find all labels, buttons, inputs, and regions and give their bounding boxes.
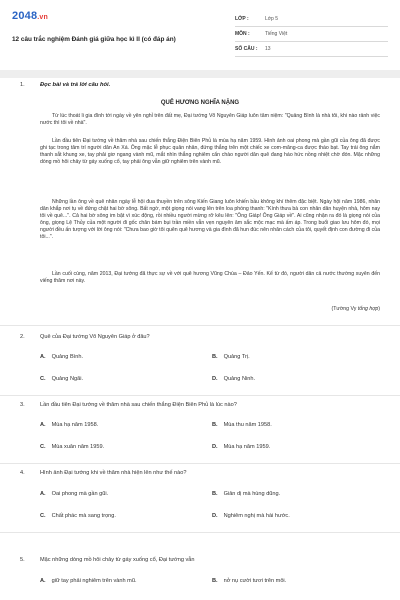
site-logo[interactable]: 2048.vn (12, 10, 48, 22)
answer-option[interactable]: D. Quảng Ninh. (212, 376, 256, 382)
question-text: Lần đầu tiên Đại tướng về thăm nhà sau chiến thắng Điện Biên Phủ là lúc nào? (40, 402, 237, 408)
passage-title: QUÊ HƯƠNG NGHĨA NẶNG (160, 100, 240, 106)
answer-option[interactable]: B. Mùa thu năm 1958. (212, 422, 272, 428)
answer-option[interactable]: D. Mùa hạ năm 1959. (212, 444, 271, 450)
answer-option[interactable]: C. Quảng Ngãi. (40, 376, 84, 382)
question-divider (0, 532, 400, 533)
question-number: 1. (20, 82, 25, 88)
answer-option[interactable]: D. Nghiêm nghị mà hài hước. (212, 513, 290, 519)
answer-option[interactable]: C. Chất phác mà sang trọng. (40, 513, 116, 519)
answer-option[interactable]: B. nở nụ cười tươi trên môi. (212, 578, 287, 584)
passage-paragraph: Lần đầu tiên Đại tướng về thăm nhà sau chiến thắng Điện Biên Phủ là mùa hạ năm 1959. Hình ảnh oai phong mà gần gũi của ông đã được ghi tạc trong tâm trí người dân An Xá. Ông mặc lễ phục quân nhân, đứng thẳng trên một chiếc xe com-măng-ca được tháo bạt. Tay trái ông nắm thanh sắt khung xe, tay phải giơ ngang vành mũ, mắt nhìn thẳng nghiêm cẩn chào người dân quê đang háo hức nồng nhiệt chờ đón. Mặc những dòng mồ hôi chảy từ gáy xuống cổ, tay phải ông vẫn giữ nghiêm trên vành mũ. (40, 138, 380, 165)
meta-row-class (235, 12, 388, 27)
answer-option[interactable]: C. Mùa xuân năm 1959. (40, 444, 105, 450)
answer-option[interactable]: A. Oai phong mà gần gũi. (40, 491, 109, 497)
question-text: Mặc những dòng mồ hôi chảy từ gáy xuống cổ, Đại tướng vẫn (40, 557, 195, 563)
passage-author: (Tường Vy tổng hợp) (331, 306, 380, 312)
document-title: 12 câu trắc nghiệm Đánh giá giữa học kì II (có đáp án) (12, 36, 176, 43)
question-divider (0, 325, 400, 326)
meta-row-subject (235, 27, 388, 42)
meta-table (235, 12, 388, 57)
meta-label: MÔN : (235, 31, 250, 37)
page-header (12, 8, 388, 64)
passage-paragraph: Lần cuối cùng, năm 2013, Đại tướng đã thực sự về với quê hương Vũng Chùa – Đảo Yến. Kể từ đó, người dân cả nước thường xuyên đến viếng thăm nơi này. (40, 271, 380, 284)
answer-option[interactable]: A. Quảng Bình. (40, 354, 84, 360)
header-divider (0, 70, 400, 78)
meta-label: LỚP : (235, 16, 249, 22)
meta-value: Tiếng Việt (265, 31, 288, 37)
question-number: 4. (20, 470, 25, 476)
meta-value: Lớp 5 (265, 16, 279, 22)
question-heading: Đọc bài và trả lời câu hỏi. (40, 82, 111, 88)
passage-paragraph: Từ lúc thoát li gia đình tới ngày về yên nghỉ trên đất mẹ, Đại tướng Võ Nguyên Giáp luôn tâm niệm: "Quảng Bình là nhà tôi, khi nào rảnh việc nước thì tôi về nhà". (40, 113, 380, 126)
question-number: 5. (20, 557, 25, 563)
answer-option[interactable]: A. giữ tay phải nghiêm trên vành mũ. (40, 578, 137, 584)
meta-row-count (235, 42, 388, 57)
answer-option[interactable]: B. Giản dị mà hùng dũng. (212, 491, 281, 497)
question-text: Quê của Đại tướng Võ Nguyên Giáp ở đâu? (40, 334, 150, 340)
question-number: 2. (20, 334, 25, 340)
question-text: Hình ảnh Đại tướng khi về thăm nhà hiện lên như thế nào? (40, 470, 187, 476)
meta-value: 13 (265, 46, 271, 52)
passage-paragraph: Những lần ông về quê nhân ngày lễ hội đua thuyền trên sông Kiến Giang luôn khiến bầu không khí thêm đặc biệt. Ngày hội năm 1986, nhân dân khắp nơi tụ về đứng chật hai bờ sông. Bất ngờ, một giọng nói vang lên trên loa phóng thanh: "Kính thưa bà con nhân dân huyện nhà, hôm nay tôi về quê...". Cả hai bờ sông im bặt vì xúc động, rồi nhiều người mừng rỡ kêu lên: "Ông Giáp! Ông Giáp về". Ai cũng nhận ra đó là giọng nói của ông, giọng Lệ Thủy của một người đi gốc chân bám bụi trần miền vẫn vẹn nguyên âm sắc mộc mạc mà ấm áp. Trong buổi giao lưu hôm đó, mọi người đều ấn tượng với lời ông nói: "Chưa bao giờ tôi quên quê hương và gia đình đã hun đúc nên nhân cách của tôi, quyết định con đường đi của tôi...". (40, 199, 380, 240)
meta-label: SỐ CÂU : (235, 46, 258, 52)
question-number: 3. (20, 402, 25, 408)
question-divider (0, 395, 400, 396)
question-divider (0, 463, 400, 464)
answer-option[interactable]: B. Quảng Trị. (212, 354, 250, 360)
answer-option[interactable]: A. Mùa hạ năm 1958. (40, 422, 99, 428)
